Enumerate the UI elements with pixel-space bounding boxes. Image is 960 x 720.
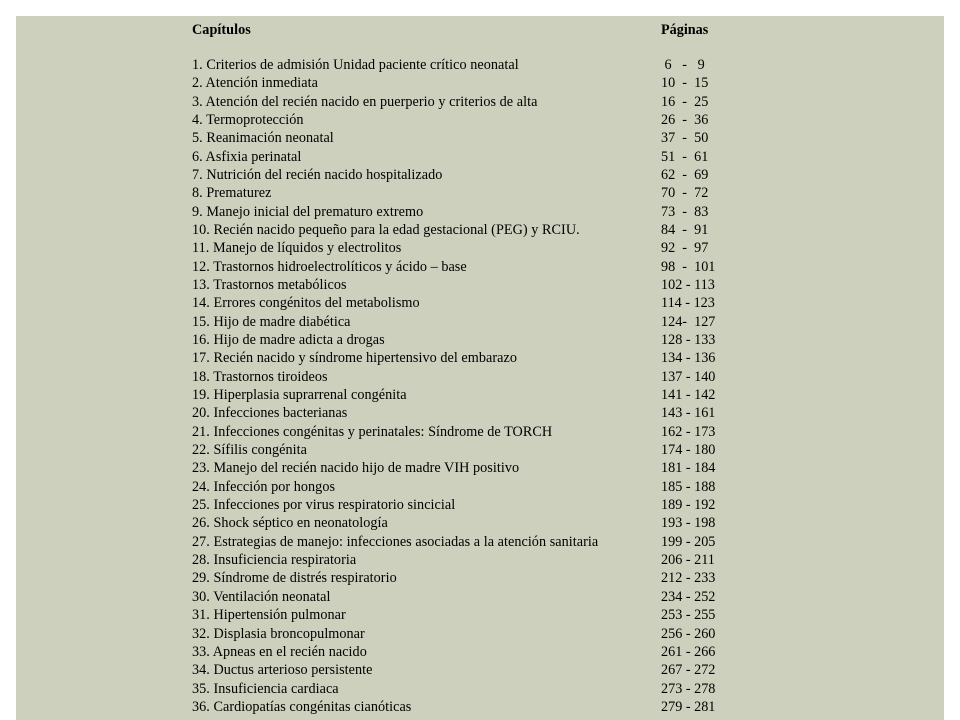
chapter-row: [192, 680, 932, 698]
chapter-row: [192, 478, 932, 496]
chapter-pages: 174 - 180: [661, 442, 716, 459]
chapter-title: 25. Infecciones por virus respiratorio sincicial: [192, 497, 456, 514]
chapter-title: 29. Síndrome de distrés respiratorio: [192, 570, 397, 587]
chapter-row: [192, 533, 932, 551]
chapter-list: [192, 56, 932, 716]
chapter-pages: 114 - 123: [661, 295, 715, 312]
chapter-row: [192, 386, 932, 404]
chapter-row: [192, 404, 932, 422]
chapter-pages: 141 - 142: [661, 387, 716, 404]
chapter-title: 22. Sífilis congénita: [192, 442, 307, 459]
chapter-row: [192, 588, 932, 606]
chapter-row: [192, 551, 932, 569]
chapter-title: 3. Atención del recién nacido en puerperio y criterios de alta: [192, 93, 538, 110]
chapter-row: [192, 643, 932, 661]
chapter-row: [192, 111, 932, 129]
chapter-row: [192, 166, 932, 184]
chapter-pages: 279 - 281: [661, 698, 716, 715]
chapter-row: [192, 148, 932, 166]
chapter-title: 15. Hijo de madre diabética: [192, 313, 351, 330]
chapter-row: [192, 203, 932, 221]
chapter-title: 14. Errores congénitos del metabolismo: [192, 295, 420, 312]
chapter-pages: 70 - 72: [661, 185, 709, 202]
chapter-row: [192, 258, 932, 276]
chapter-pages: 26 - 36: [661, 111, 709, 128]
chapter-title: 1. Criterios de admisión Unidad paciente crítico neonatal: [192, 56, 519, 73]
chapter-title: 6. Asfixia perinatal: [192, 148, 302, 165]
chapter-row: [192, 276, 932, 294]
chapter-pages: 137 - 140: [661, 368, 716, 385]
chapter-pages: 199 - 205: [661, 533, 716, 550]
chapters-heading: Capítulos: [192, 22, 251, 38]
chapter-pages: 10 - 15: [661, 75, 709, 92]
chapter-title: 11. Manejo de líquidos y electrolitos: [192, 240, 402, 257]
chapter-row: [192, 606, 932, 624]
chapter-pages: 124- 127: [661, 313, 716, 330]
chapter-pages: 92 - 97: [661, 240, 709, 257]
chapter-title: 24. Infección por hongos: [192, 478, 336, 495]
chapter-row: [192, 349, 932, 367]
chapter-pages: 37 - 50: [661, 130, 709, 147]
chapter-row: [192, 331, 932, 349]
chapter-title: 17. Recién nacido y síndrome hipertensivo del embarazo: [192, 350, 517, 367]
toc-header: [192, 21, 932, 39]
chapter-row: [192, 514, 932, 532]
chapter-pages: 102 - 113: [661, 276, 715, 293]
chapter-pages: 128 - 133: [661, 332, 716, 348]
chapter-title: 10. Recién nacido pequeño para la edad gestacional (PEG) y RCIU.: [192, 221, 580, 238]
chapter-pages: 51 - 61: [661, 148, 709, 165]
chapter-title: 35. Insuficiencia cardiaca: [192, 680, 339, 697]
chapter-title: 13. Trastornos metabólicos: [192, 276, 347, 293]
chapter-pages: 16 - 25: [661, 93, 709, 110]
chapter-title: 9. Manejo inicial del prematuro extremo: [192, 203, 424, 220]
chapter-row: [192, 184, 932, 202]
chapter-row: [192, 368, 932, 386]
chapter-pages: 189 - 192: [661, 497, 716, 514]
chapter-row: [192, 56, 932, 74]
chapter-title: 30. Ventilación neonatal: [192, 588, 331, 605]
chapter-pages: 62 - 69: [661, 166, 709, 183]
chapter-title: 26. Shock séptico en neonatología: [192, 515, 388, 532]
header-spacer: [192, 39, 932, 56]
chapter-pages: 267 - 272: [661, 662, 716, 679]
pages-heading: Páginas: [661, 22, 709, 38]
chapter-title: 32. Displasia broncopulmonar: [192, 625, 365, 642]
chapter-pages: 185 - 188: [661, 478, 716, 495]
chapter-title: 21. Infecciones congénitas y perinatales: Síndrome de TORCH: [192, 423, 553, 440]
chapter-title: 7. Nutrición del recién nacido hospitalizado: [192, 166, 443, 183]
chapter-title: 12. Trastornos hidroelectrolíticos y ácido – base: [192, 258, 467, 275]
chapter-pages: 134 - 136: [661, 350, 716, 367]
chapter-row: [192, 459, 932, 477]
chapter-pages: 6 - 9: [661, 56, 705, 73]
chapter-row: [192, 239, 932, 257]
chapter-title: 2. Atención inmediata: [192, 75, 318, 92]
chapter-title: 8. Prematurez: [192, 185, 272, 202]
chapter-pages: 162 - 173: [661, 423, 716, 440]
chapter-row: [192, 698, 932, 716]
chapter-pages: 98 - 101: [661, 258, 716, 275]
chapter-row: [192, 661, 932, 679]
chapter-row: [192, 625, 932, 643]
chapter-title: 33. Apneas en el recién nacido: [192, 643, 367, 660]
chapter-pages: 84 - 91: [661, 221, 709, 238]
chapter-pages: 253 - 255: [661, 607, 716, 624]
chapter-pages: 212 - 233: [661, 570, 716, 587]
chapter-pages: 234 - 252: [661, 588, 716, 605]
chapter-title: 18. Trastornos tiroideos: [192, 368, 328, 385]
chapter-row: [192, 496, 932, 514]
chapter-title: 36. Cardiopatías congénitas cianóticas: [192, 698, 412, 715]
table-of-contents: [192, 21, 932, 716]
chapter-row: [192, 74, 932, 92]
chapter-title: 23. Manejo del recién nacido hijo de madre VIH positivo: [192, 460, 520, 477]
chapter-pages: 256 - 260: [661, 625, 716, 642]
chapter-row: [192, 569, 932, 587]
chapter-title: 27. Estrategias de manejo: infecciones asociadas a la atención sanitaria: [192, 533, 599, 550]
chapter-pages: 206 - 211: [661, 552, 715, 569]
chapter-title: 4. Termoprotección: [192, 111, 304, 128]
chapter-row: [192, 93, 932, 111]
chapter-title: 19. Hiperplasia suprarrenal congénita: [192, 387, 407, 404]
chapter-pages: 193 - 198: [661, 515, 716, 532]
chapter-title: 20. Infecciones bacterianas: [192, 405, 348, 422]
chapter-row: [192, 221, 932, 239]
chapter-title: 5. Reanimación neonatal: [192, 130, 334, 147]
chapter-title: 34. Ductus arterioso persistente: [192, 662, 373, 679]
chapter-row: [192, 423, 932, 441]
chapter-title: 28. Insuficiencia respiratoria: [192, 552, 357, 569]
chapter-pages: 261 - 266: [661, 643, 716, 660]
chapter-row: [192, 129, 932, 147]
chapter-row: [192, 441, 932, 459]
chapter-pages: 181 - 184: [661, 460, 716, 477]
chapter-row: [192, 313, 932, 331]
chapter-row: [192, 294, 932, 312]
chapter-title: 31. Hipertensión pulmonar: [192, 607, 346, 624]
chapter-title: 16. Hijo de madre adicta a drogas: [192, 332, 385, 348]
chapter-pages: 73 - 83: [661, 203, 709, 220]
slide: [16, 16, 944, 720]
chapter-pages: 143 - 161: [661, 405, 716, 422]
chapter-pages: 273 - 278: [661, 680, 716, 697]
